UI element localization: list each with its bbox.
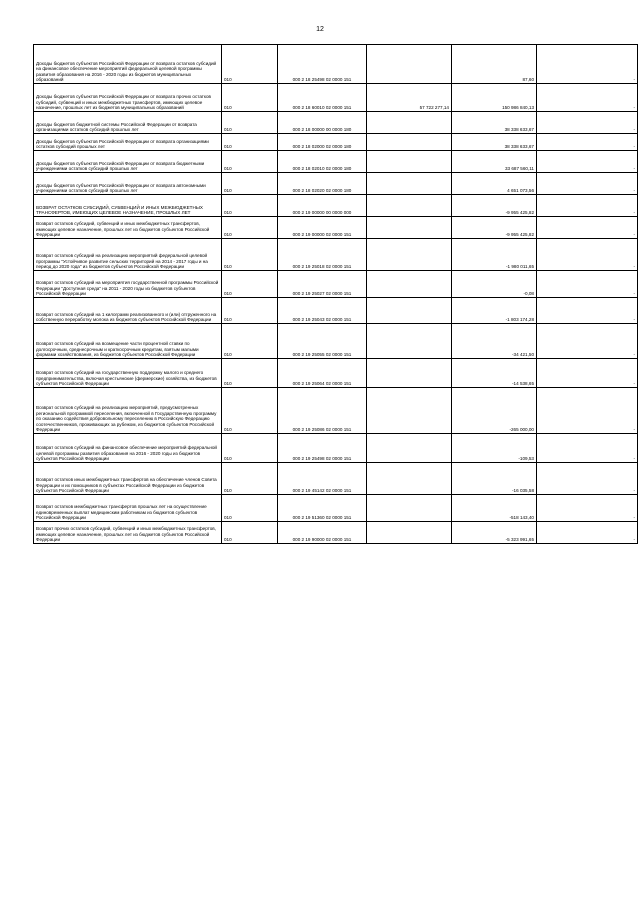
revenue-code-cell: 000 2 19 25027 02 0000 151 (278, 271, 367, 298)
executed-amount-cell: -16 035,58 (452, 463, 537, 495)
admin-code-cell: 010 (222, 359, 278, 388)
table-row (34, 495, 638, 522)
plan-amount-cell (367, 173, 452, 195)
row-description: Возврат остатков субсидий на реализацию мероприятий, предусмотренных региональной программой переселения, включенной в Государственную программу по оказанию содействия добровольному переселению в Российскую Федерацию соотечественников, проживающих за рубежом, из бюджетов субъектов Российской Федерации (34, 388, 222, 434)
revenue-code-cell: 000 2 19 00000 00 0000 000 (278, 195, 367, 217)
table-row (34, 239, 638, 271)
executed-amount-cell: 33 687 560,11 (452, 151, 537, 173)
row-description: Доходы бюджетов бюджетной системы Российской Федерации от возврата организациями остатков субсидий прошлых лет (34, 112, 222, 134)
plan-amount-cell (367, 151, 452, 173)
admin-code-cell: 010 (222, 134, 278, 151)
admin-code-cell: 010 (222, 173, 278, 195)
row-description: Возврат остатков субсидий на реализацию мероприятий федеральной целевой программы "Устойчивое развитие сельских территорий на 2014 - 2017 годы и на период до 2020 года" из бюджетов субъектов Российской Федерации (34, 239, 222, 271)
table-row (34, 522, 638, 544)
execution-percent-cell: - (537, 173, 638, 195)
row-description: Возврат остатков субсидий на возмещение части процентной ставки по долгосрочным, среднесрочным и краткосрочным кредитам, взятым малыми формами хозяйствования, из бюджетов субъектов Российской Федерации (34, 324, 222, 359)
executed-amount-cell: -9 955 425,82 (452, 195, 537, 217)
executed-amount-cell: 38 338 633,67 (452, 134, 537, 151)
admin-code-cell: 010 (222, 522, 278, 544)
execution-percent-cell: - (537, 195, 638, 217)
revenue-code-cell: 000 2 18 02020 02 0000 180 (278, 173, 367, 195)
admin-code-cell: 010 (222, 271, 278, 298)
executed-amount-cell: -1 803 174,28 (452, 298, 537, 324)
row-description: Возврат остатков субсидий, субвенций и иных межбюджетных трансфертов, имеющих целевое назначение, прошлых лет из бюджетов субъектов Российской Федерации (34, 217, 222, 239)
admin-code-cell: 010 (222, 195, 278, 217)
execution-percent-cell: - (537, 112, 638, 134)
table-row (34, 434, 638, 463)
executed-amount-cell: -518 143,40 (452, 495, 537, 522)
row-description: Доходы бюджетов субъектов Российской Федерации от возврата организациями остатков субсидий прошлых лет (34, 134, 222, 151)
executed-amount-cell: -34 421,50 (452, 324, 537, 359)
executed-amount-cell: -265 000,00 (452, 388, 537, 434)
execution-percent-cell: - (537, 84, 638, 112)
row-description: Возврат остатков иных межбюджетных трансфертов на обеспечение членов Совета Федерации и их помощников в субъектах Российской Федерации из бюджетов субъектов Российской Федерации (34, 463, 222, 495)
admin-code-cell: 010 (222, 217, 278, 239)
execution-percent-cell: - (537, 495, 638, 522)
admin-code-cell: 010 (222, 239, 278, 271)
admin-code-cell: 010 (222, 84, 278, 112)
plan-amount-cell (367, 463, 452, 495)
revenue-code-cell: 000 2 18 25498 02 0000 151 (278, 45, 367, 84)
page-number: 12 (316, 26, 324, 33)
plan-amount-cell (367, 495, 452, 522)
plan-amount-cell (367, 239, 452, 271)
executed-amount-cell: -109,53 (452, 434, 537, 463)
table-row (34, 217, 638, 239)
admin-code-cell: 010 (222, 463, 278, 495)
executed-amount-cell: 38 338 633,67 (452, 112, 537, 134)
revenue-code-cell: 000 2 19 00000 02 0000 151 (278, 217, 367, 239)
executed-amount-cell: -9 955 425,82 (452, 217, 537, 239)
execution-percent-cell: - (537, 359, 638, 388)
execution-percent-cell: - (537, 134, 638, 151)
execution-percent-cell: - (537, 434, 638, 463)
plan-amount-cell: 57 722 277,14 (367, 84, 452, 112)
row-description: Возврат прочих остатков субсидий, субвенций и иных межбюджетных трансфертов, имеющих целевое назначение, прошлых лет из бюджетов субъектов Российской Федерации (34, 522, 222, 544)
plan-amount-cell (367, 271, 452, 298)
revenue-code-cell: 000 2 19 90000 02 0000 151 (278, 522, 367, 544)
execution-percent-cell: - (537, 239, 638, 271)
execution-percent-cell: - (537, 298, 638, 324)
revenue-code-cell: 000 2 19 51360 02 0000 151 (278, 495, 367, 522)
budget-revenue-table (33, 44, 638, 544)
admin-code-cell: 010 (222, 434, 278, 463)
table-row (34, 45, 638, 84)
plan-amount-cell (367, 434, 452, 463)
row-description: Доходы бюджетов субъектов Российской Федерации от возврата прочих остатков субсидий, субвенций и иных межбюджетных трансфертов, имеющих целевое назначение, прошлых лет из бюджетов муниципальных образований (34, 84, 222, 112)
table-row (34, 173, 638, 195)
admin-code-cell: 010 (222, 495, 278, 522)
table-row (34, 134, 638, 151)
revenue-code-cell: 000 2 19 25064 02 0000 151 (278, 359, 367, 388)
plan-amount-cell (367, 217, 452, 239)
executed-amount-cell: 87,60 (452, 45, 537, 84)
row-description: Доходы бюджетов субъектов Российской Федерации от возврата автономными учреждениями остатков субсидий прошлых лет (34, 173, 222, 195)
executed-amount-cell: 4 651 073,56 (452, 173, 537, 195)
plan-amount-cell (367, 112, 452, 134)
revenue-code-cell: 000 2 19 25086 02 0000 151 (278, 388, 367, 434)
table-row (34, 324, 638, 359)
admin-code-cell: 010 (222, 388, 278, 434)
plan-amount-cell (367, 195, 452, 217)
execution-percent-cell: - (537, 388, 638, 434)
table-row (34, 151, 638, 173)
plan-amount-cell (367, 522, 452, 544)
admin-code-cell: 010 (222, 298, 278, 324)
execution-percent-cell: - (537, 522, 638, 544)
row-description: Возврат остатков субсидий на мероприятия государственной программы Российской Федерации "Доступная среда" на 2011 - 2020 годы из бюджетов субъектов Российской Федерации (34, 271, 222, 298)
execution-percent-cell: - (537, 463, 638, 495)
plan-amount-cell (367, 388, 452, 434)
execution-percent-cell: - (537, 217, 638, 239)
plan-amount-cell (367, 45, 452, 84)
executed-amount-cell: -14 538,65 (452, 359, 537, 388)
row-description: Возврат остатков субсидий на государственную поддержку малого и среднего предпринимательства, включая крестьянские (фермерские) хозяйства, из бюджетов субъектов Российской Федерации (34, 359, 222, 388)
revenue-code-cell: 000 2 18 60010 02 0000 151 (278, 84, 367, 112)
table-row (34, 271, 638, 298)
admin-code-cell: 010 (222, 45, 278, 84)
table-row (34, 359, 638, 388)
table-row (34, 463, 638, 495)
table-row (34, 388, 638, 434)
revenue-code-cell: 000 2 18 02000 02 0000 180 (278, 134, 367, 151)
plan-amount-cell (367, 324, 452, 359)
revenue-code-cell: 000 2 19 45142 02 0000 151 (278, 463, 367, 495)
admin-code-cell: 010 (222, 324, 278, 359)
row-description: Возврат остатков межбюджетных трансфертов прошлых лет на осуществление единовременных выплат медицинским работникам из бюджетов субъектов Российской Федерации (34, 495, 222, 522)
revenue-code-cell: 000 2 19 25498 02 0000 151 (278, 434, 367, 463)
row-description: Доходы бюджетов субъектов Российской Федерации от возврата бюджетными учреждениями остатков субсидий прошлых лет (34, 151, 222, 173)
admin-code-cell: 010 (222, 112, 278, 134)
revenue-code-cell: 000 2 19 25018 02 0000 151 (278, 239, 367, 271)
row-description: Доходы бюджетов субъектов Российской Федерации от возврата остатков субсидий на финансовое обеспечение мероприятий федеральной целевой программы развития образования на 2016 - 2020 годы из бюджетов муниципальных образований (34, 45, 222, 84)
executed-amount-cell: -0,08 (452, 271, 537, 298)
row-description: Возврат остатков субсидий на 1 килограмм реализованного и (или) отгруженного на собственную переработку молока из бюджетов субъектов Российской Федерации (34, 298, 222, 324)
table-row (34, 195, 638, 217)
executed-amount-cell: -5 323 991,65 (452, 522, 537, 544)
executed-amount-cell: 150 986 840,13 (452, 84, 537, 112)
execution-percent-cell: - (537, 45, 638, 84)
row-description: ВОЗВРАТ ОСТАТКОВ СУБСИДИЙ, СУБВЕНЦИЙ И ИНЫХ МЕЖБЮДЖЕТНЫХ ТРАНСФЕРТОВ, ИМЕЮЩИХ ЦЕЛЕВОЕ НАЗНАЧЕНИЕ, ПРОШЛЫХ ЛЕТ (34, 195, 222, 217)
revenue-code-cell: 000 2 19 25055 02 0000 151 (278, 324, 367, 359)
table-row (34, 112, 638, 134)
execution-percent-cell: - (537, 271, 638, 298)
revenue-code-cell: 000 2 19 25043 02 0000 151 (278, 298, 367, 324)
row-description: Возврат остатков субсидий на финансовое обеспечение мероприятий федеральной целевой программы развития образования на 2016 - 2020 годы из бюджетов субъектов Российской Федерации (34, 434, 222, 463)
plan-amount-cell (367, 298, 452, 324)
table-row (34, 84, 638, 112)
executed-amount-cell: -1 980 011,65 (452, 239, 537, 271)
revenue-code-cell: 000 2 18 00000 00 0000 180 (278, 112, 367, 134)
table-row (34, 298, 638, 324)
execution-percent-cell: - (537, 151, 638, 173)
admin-code-cell: 010 (222, 151, 278, 173)
plan-amount-cell (367, 359, 452, 388)
plan-amount-cell (367, 134, 452, 151)
execution-percent-cell: - (537, 324, 638, 359)
revenue-code-cell: 000 2 18 02010 02 0000 180 (278, 151, 367, 173)
